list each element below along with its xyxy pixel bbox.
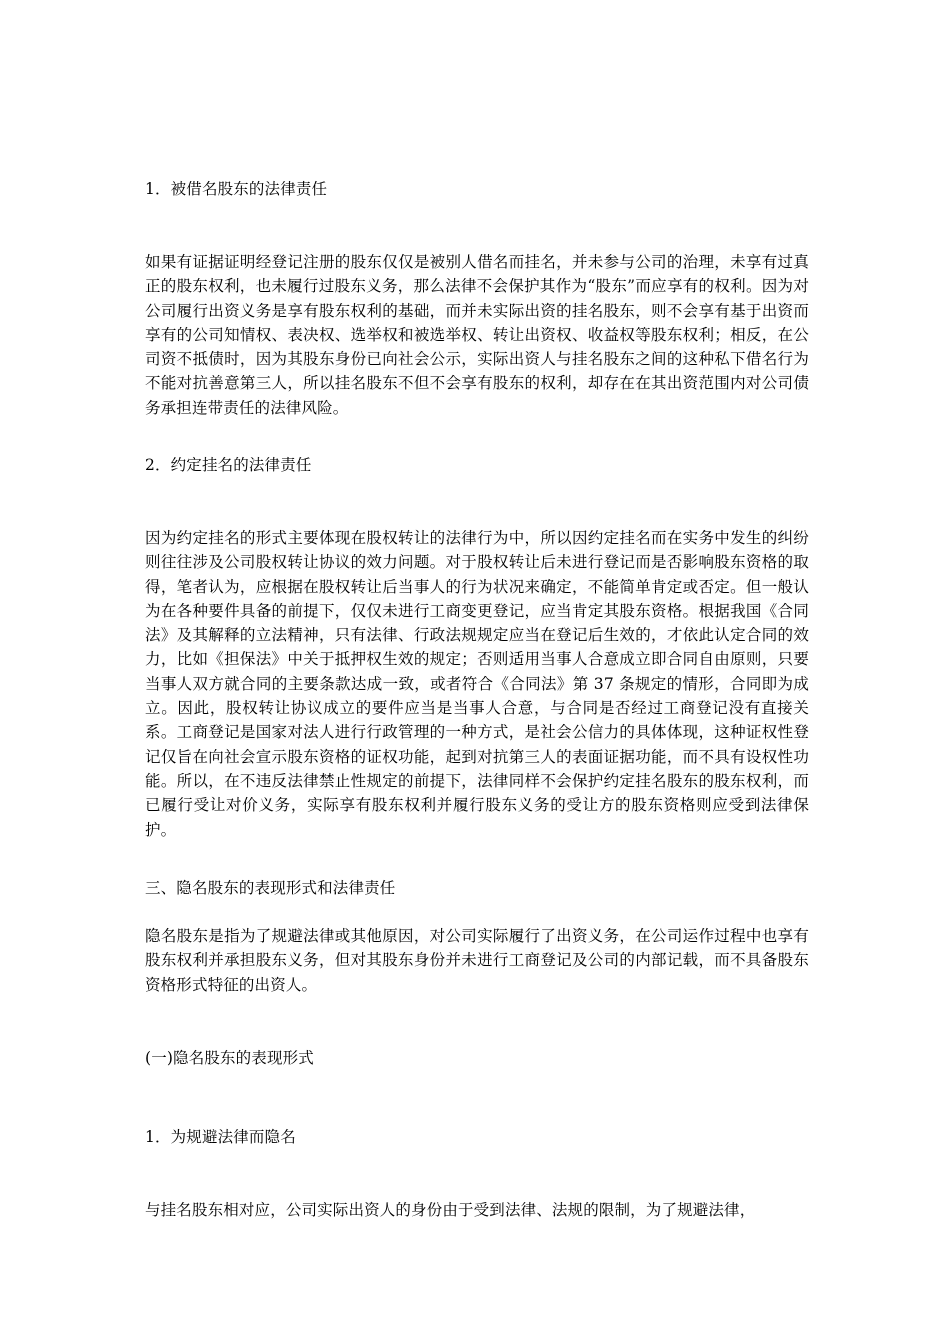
paragraph: 与挂名股东相对应，公司实际出资人的身份由于受到法律、法规的限制，为了规避法律， (145, 1201, 756, 1219)
section-heading: 1．为规避法律而隐名 (145, 1128, 296, 1146)
section-heading: (一)隐名股东的表现形式 (145, 1049, 314, 1067)
paragraph: 如果有证据证明经登记注册的股东仅仅是被别人借名而挂名，并未参与公司的治理，未享有过真正的股东权利，也未履行过股东义务，那么法律不会保护其作为“股东”而应享有的权利。因为对公司履行出资义务是享有股东权利的基础，而并未实际出资的挂名股东，则不会享有基于出资而享有的公司知情权、表决权、选举权和被选举权、转让出资权、收益权等股东权利；相反，在公司资不抵债时，因为其股东身份已向社会公示，实际出资人与挂名股东之间的这种私下借名行为不能对抗善意第三人，所以挂名股东不但不会享有股东的权利，却存在在其出资范围内对公司债务承担连带责任的法律风险。 (145, 253, 809, 417)
paragraph: 隐名股东是指为了规避法律或其他原因，对公司实际履行了出资义务，在公司运作过程中也享有股东权利并承担股东义务，但对其股东身份并未进行工商登记及公司的内部记载，而不具备股东资格形式特征的出资人。 (145, 927, 809, 994)
section-heading: 1．被借名股东的法律责任 (145, 180, 328, 198)
paragraph: 因为约定挂名的形式主要体现在股权转让的法律行为中，所以因约定挂名而在实务中发生的纠纷则往往涉及公司股权转让协议的效力问题。对于股权转让后未进行登记而是否影响股东资格的取得，笔者认为，应根据在股权转让后当事人的行为状况来确定，不能简单肯定或否定。但一般认为在各种要件具备的前提下，仅仅未进行工商变更登记，应当肯定其股东资格。根据我国《合同法》及其解释的立法精神，只有法律、行政法规规定应当在登记后生效的，才依此认定合同的效力，比如《担保法》中关于抵押权生效的规定；否则适用当事人合意成立即合同自由原则，只要当事人双方就合同的主要条款达成一致，或者符合《合同法》第 37 条规定的情形，合同即为成立。因此，股权转让协议成立的要件应当是当事人合意，与合同是否经过工商登记没有直接关系。工商登记是国家对法人进行行政管理的一种方式，是社会公信力的具体体现，这种证权性登记仅旨在向社会宣示股东资格的证权功能，起到对抗第三人的表面证据功能，而不具有设权性功能。所以，在不违反法律禁止性规定的前提下，法律同样不会保护约定挂名股东的股东权利，而已履行受让对价义务，实际享有股东权利并履行股东义务的受让方的股东资格则应受到法律保护。 (145, 529, 809, 839)
section-heading: 2．约定挂名的法律责任 (145, 456, 312, 474)
section-heading: 三、隐名股东的表现形式和法律责任 (145, 879, 396, 897)
